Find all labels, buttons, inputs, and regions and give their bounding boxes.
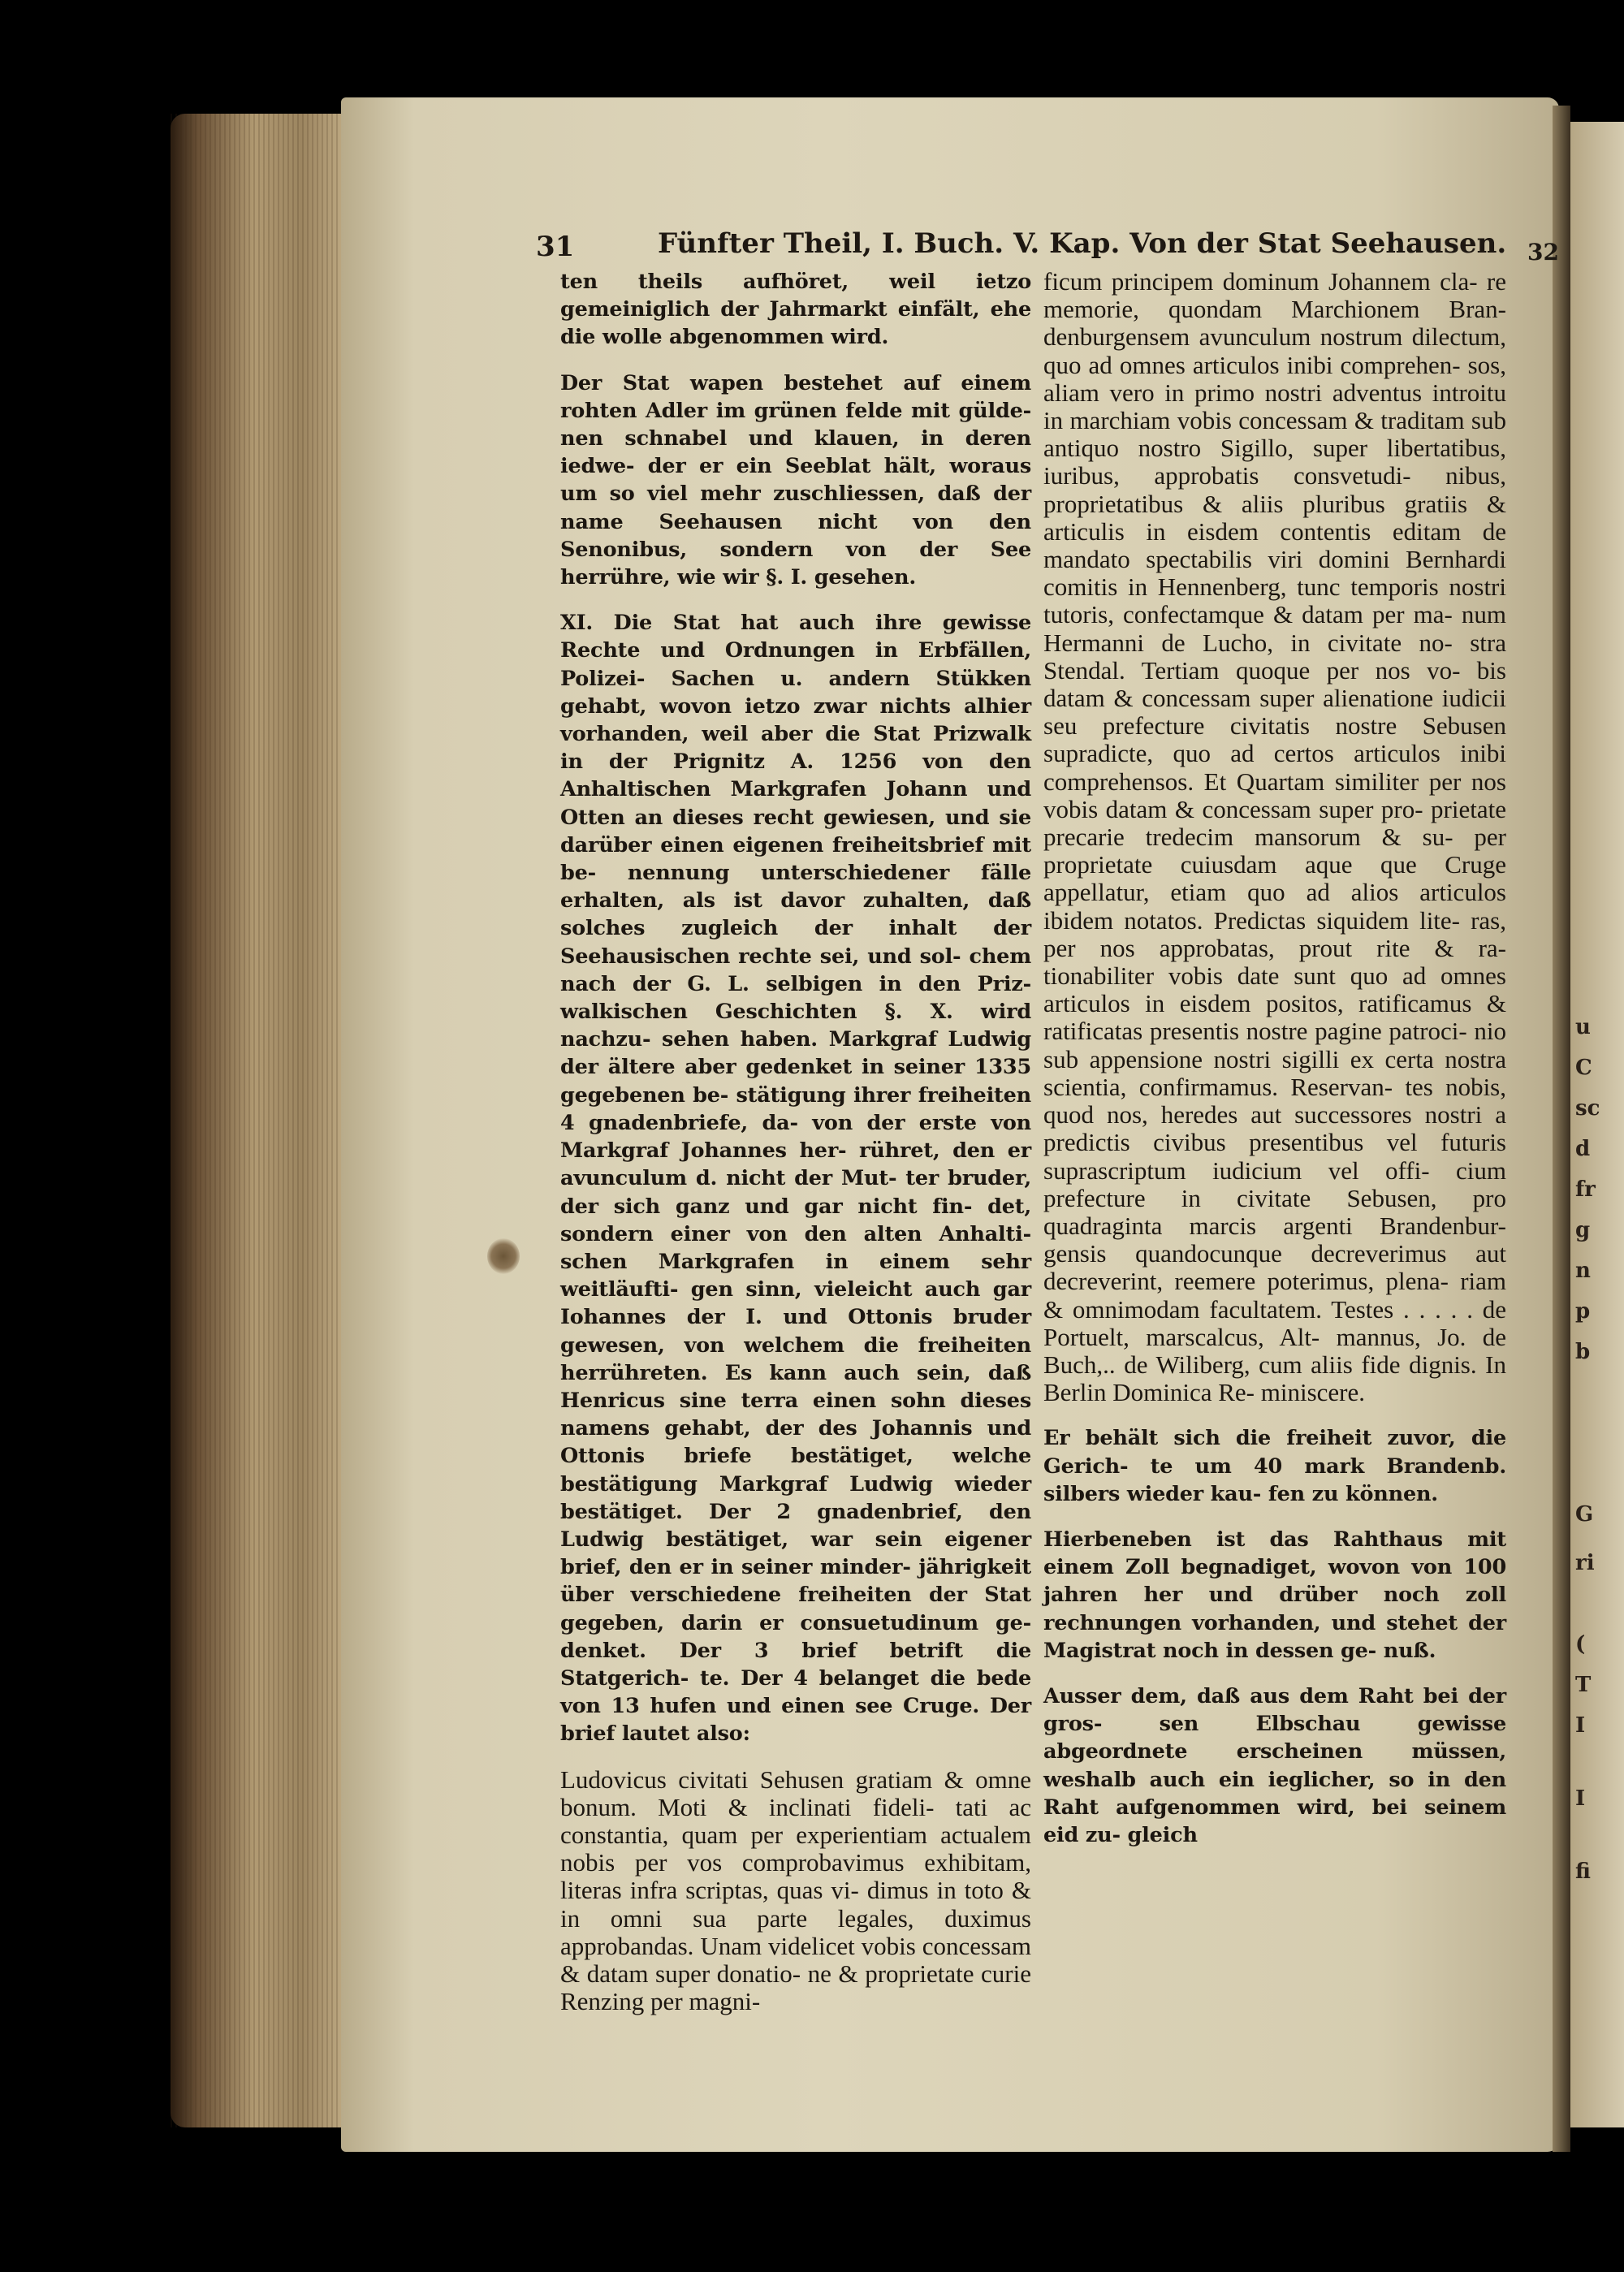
next-page-fragment: u (1575, 1015, 1591, 1039)
paragraph-gerichte: Er behält sich die freiheit zuvor, die Gerich- te um 40 mark Brandenb. silbers wieder kau- fen zu können. (1043, 1426, 1506, 1506)
next-page-fragment: p (1575, 1299, 1591, 1324)
paragraph-latin-continued: ficum principem dominum Johannem cla- re memorie, quondam Marchionem Bran- denburgensem avunculum nostrum dilectum, quo ad omnes articulos inibi comprehen- sos, aliam vero in primo nostri adventus introitu in marchiam vobis concessam & traditam sub antiquo nostro Sigillo, super libertatibus, iuribus, approbatis consvetudi- nibus, proprietatibus & aliis pluribus gratiis & articulis in eisdem contentis editam de mandato spectabilis viri domini Bernhardi comitis in Hennenberg, tunc temporis nostri tutoris, confectamque & datam per ma- num Hermanni de Lucho, in civitate no- stra Stendal. Tertiam quoque per nos vo- bis datam & concessam super alienatione iudicii seu prefecture civitatis nostre Sebusen supradicte, quo ad certos articulos inibi comprehensos. Et Quartam similiter per nos vobis datam & concessam super pro- prietate precarie tredecim mansorum & su- per proprietate cuiusdam aque que Cruge appellatur, etiam quo ad alios articulos ibidem notatos. Predictas siquidem lite- ras, per nos approbatas, prout rite & ra- tionabiliter vobis date sunt quo ad omnes articulos in eisdem positos, ratificamus & ratificatas presentis nostre pagine patroci- nio sub appensione nostri sigilli ex certa nostra scientia, confirmamus. Reservan- tes nobis, quod nos, heredes aut successores nostri a predictis civibus presentibus vel futuris suprascriptum iudicium vel offi- cium prefecture in civitate Sebusen, pro quadraginta marcis argenti Brandenbur- gensis quandocunque decreverimus aut decreverint, reemere poterimus, plena- riam & omnimodam facultatem. Testes . . . . . de Portuelt, marscalcus, Alt- mannus, Jo. de Buch,.. de Wiliberg, cum aliis fide dignis. In Berlin Dominica Re- miniscere. (1043, 267, 1506, 1407)
paragraph-rahthaus: Hierbeneben ist das Rahthaus mit einem Zoll begnadiget, wovon von 100 jahren her und drüber noch zoll rechnungen vorhanden, und stehet der Magistrat noch in dessen ge- nuß. (1043, 1527, 1506, 1663)
next-page-fragment: T (1575, 1673, 1592, 1697)
next-page-fragment: n (1575, 1259, 1591, 1283)
page-number-left: 31 (536, 231, 575, 263)
paragraph-jahrmarkt: ten theils aufhöret, weil ietzo gemeiniglich der Jahrmarkt einfält, ehe die wolle abgenommen wird. (560, 270, 1031, 350)
paragraph-rechte: XI. Die Stat hat auch ihre gewisse Rechte und Ordnungen in Erbfällen, Polizei- Sachen u. andern Stükken gehabt, wovon ietzo zwar nichts alhier vorhanden, weil aber die Stat Prizwalk in der Prignitz A. 1256 von den Anhaltischen Markgrafen Johann und Otten an dieses recht gewiesen, und sie darüber einen eigenen freiheitsbrief mit be- nennung unterschiedener fälle erhalten, als ist davor zuhalten, daß solches zugleich der inhalt der Seehausischen rechte sei, und sol- chem nach der G. L. selbigen in den Priz- walkischen Geschichten §. X. wird nachzu- sehen haben. Markgraf Ludwig der ältere aber gedenket in seiner 1335 gegebenen be- stätigung ihrer freiheiten 4 gnadenbriefe, da- von der erste von Markgraf Johannes her- rühret, den er avunculum d. nicht der Mut- ter bruder, der sich ganz und gar nicht fin- det, sondern einer von den alten Anhalti- schen Markgrafen in einem sehr weitläufti- gen sinn, vieleicht auch gar Iohannes der I. und Ottonis bruder gewesen, von welchem die freiheiten herrühreten. Es kann auch sein, daß Henricus sine terra einen sohn dieses namens gehabt, der des Johannis und Ottonis briefe bestätiget, welche bestätigung Markgraf Ludwig wieder bestätiget. Der 2 gnadenbrief, den Ludwig bestätiget, war sein eigener brief, den er in seiner minder- jährigkeit über verschiedene freiheiten der Stat gegeben, darin er consuetudinum ge- denket. Der 3 brief betrift die Statgerich- te. Der 4 belanget die bede von 13 hufen und einen see Cruge. Der brief lautet also: (560, 611, 1031, 1747)
next-page-fragment: sc (1575, 1096, 1600, 1121)
paragraph-wapen: Der Stat wapen bestehet auf einem rohten Adler im grünen felde mit gülde- nen schnabel und klauen, in deren iedwe- der er ein Seeblat hält, woraus um so viel mehr zuschliessen, daß der name Seehausen nicht von den Senonibus, sondern von der See herrühre, wie wir §. I. gesehen. (560, 370, 1031, 590)
next-page-fragment: C (1575, 1056, 1592, 1080)
next-page-fragment: b (1575, 1340, 1591, 1364)
left-column (560, 268, 1031, 2015)
paragraph-latin-charter: Ludovicus civitati Sehusen gratiam & omne bonum. Moti & inclinati fideli- tati ac constantia, quam per experientiam actualem nobis per vos comprobavimus exhibitam, literas infra scriptas, quas vi- dimus in toto & in omni sua parte legales, duximus approbandas. Unam videlicet vobis concessam & datam super donatio- ne & proprietate curie Renzing per magni- (560, 1764, 1031, 2016)
page-number-right: 32 (1527, 239, 1559, 266)
next-page-fragment: g (1575, 1218, 1591, 1242)
next-page-fragment: G (1575, 1502, 1594, 1527)
right-column (1043, 268, 1506, 1849)
next-page-fragment: d (1575, 1137, 1591, 1161)
paragraph-elbschau: Ausser dem, daß aus dem Raht bei der gros- sen Elbschau gewisse abgeordnete erscheinen müssen, weshalb auch ein ieglicher, so in den Raht aufgenommen wird, bei seinem eid zu- gleich (1043, 1683, 1506, 1847)
next-page-fragment: I (1575, 1786, 1586, 1811)
next-page-fragment: I (1575, 1713, 1586, 1738)
gutter (1553, 106, 1570, 2152)
running-header (536, 227, 1559, 270)
next-page-edge (1570, 122, 1624, 2127)
next-page-fragment: fi (1575, 1859, 1591, 1884)
next-page-fragment: fr (1575, 1177, 1596, 1202)
next-page-fragment: ( (1575, 1632, 1586, 1656)
next-page-fragment: ri (1575, 1551, 1595, 1575)
page-block-edge (171, 114, 357, 2127)
ink-stain (487, 1238, 520, 1274)
running-title: Fünfter Theil, I. Buch. V. Kap. Von der Stat Seehausen. (658, 227, 1507, 260)
